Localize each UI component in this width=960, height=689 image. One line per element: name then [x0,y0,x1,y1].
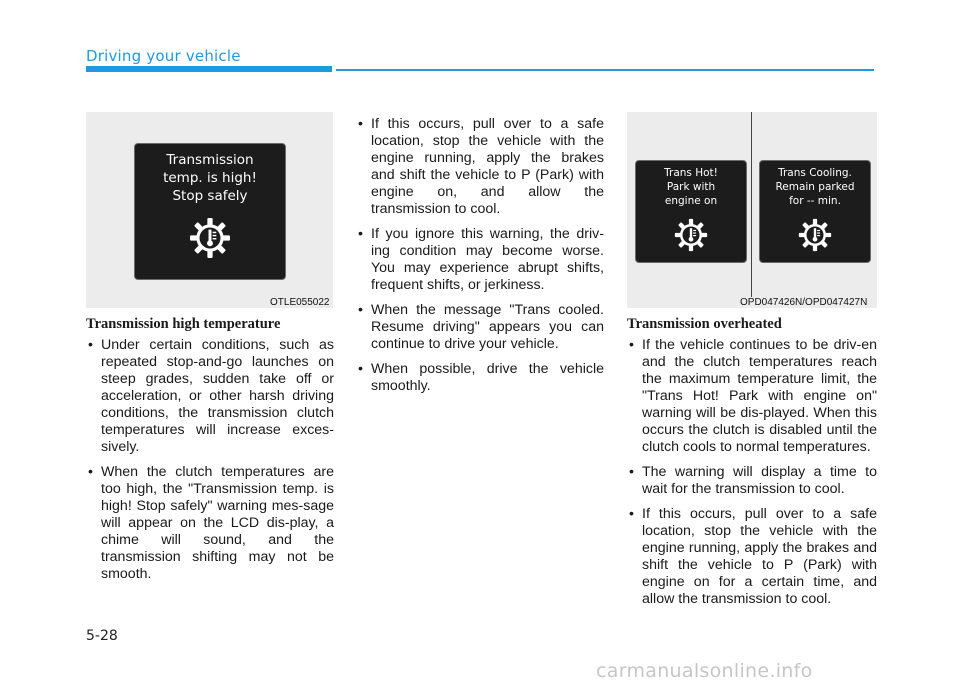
bullet-list [356,116,604,395]
list-item: • When the clutch temperatures are too high, the "Transmission temp. is high! Stop safely" warning mes-sage will appear on the LCD dis-play, a chime will sound, and the transmission shifting may not be smooth. [86,464,334,583]
lcd-message-hot: Trans Hot! Park with engine on [664,167,718,207]
list-item: • When possible, drive the vehicle smoothly. [356,361,604,395]
figure-right-caption: OPD047426N/OPD047427N [740,297,868,308]
heading-transmission-high-temperature: Transmission high temperature [86,316,281,332]
transmission-temperature-gear-icon [135,217,285,259]
figure-left [86,112,333,308]
bullet-list [627,337,877,608]
section-title: Driving your vehicle [86,47,241,65]
lcd-display [134,143,286,280]
list-item: • Under certain conditions, such as repeated stop-and-go launches on steep grades, sudden take off or acceleration, or other harsh driving conditions, the transmission clutch temperatures will increase exces-sively. [86,337,334,456]
lcd-message-cooling: Trans Cooling. Remain parked for -- min. [775,167,855,207]
page-number: 5-28 [86,628,118,644]
column-3 [627,316,877,616]
column-2 [356,116,604,403]
figure-divider [751,112,752,297]
column-1 [86,316,334,591]
lcd-display-cooling [759,160,871,263]
figure-left-caption: OTLE055022 [270,297,330,308]
list-item: • If this occurs, pull over to a safe location, stop the vehicle with the engine running, apply the brakes and shift the vehicle to P (Park) with engine on, and allow the transmission to cool. [356,116,604,218]
list-item: • If the vehicle continues to be driv-en and the clutch temperatures reach the maximum temperature limit, the "Trans Hot! Park with engine on" warning will be dis-played. When this occurs the clutch is disabled until the clutch cools to normal temperatures. [627,337,877,456]
transmission-temperature-gear-icon [760,218,870,252]
bullet-list [86,337,334,583]
lcd-display-hot [635,160,747,263]
lcd-message: Transmission temp. is high! Stop safely [163,152,257,204]
figure-right [627,112,877,308]
watermark: carmanualsonline.info [596,660,813,682]
list-item: • If you ignore this warning, the driv-ing condition may become worse. You may experience abrupt shifts, frequent shifts, or jerkiness. [356,226,604,294]
list-item: • When the message "Trans cooled. Resume driving" appears you can continue to drive your vehicle. [356,302,604,353]
header-accent-bar [86,66,332,72]
heading-transmission-overheated: Transmission overheated [627,316,782,332]
transmission-temperature-gear-icon [636,218,746,252]
list-item: • The warning will display a time to wait for the transmission to cool. [627,464,877,498]
header-rule [336,69,874,71]
list-item: • If this occurs, pull over to a safe location, stop the vehicle with the engine running, apply the brakes and shift the vehicle to P (Park) with engine on for a certain time, and allow the transmission to cool. [627,506,877,608]
